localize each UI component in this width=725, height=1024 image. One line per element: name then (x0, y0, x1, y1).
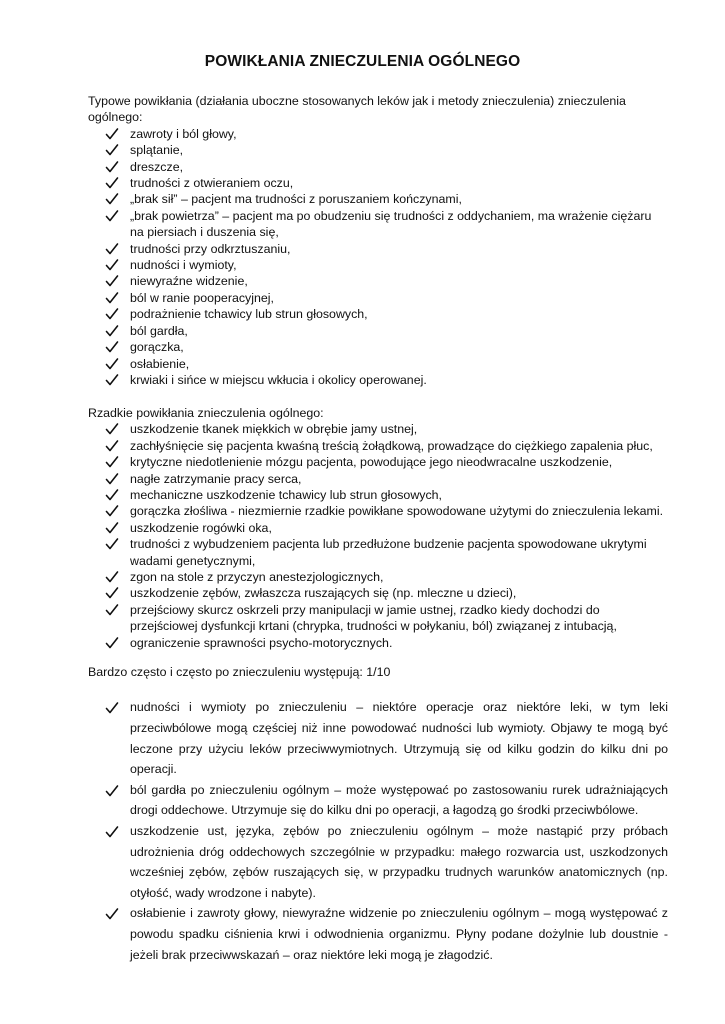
list-item (88, 454, 668, 470)
list-item (88, 635, 668, 651)
list-item (88, 142, 668, 158)
checkmark-icon (105, 258, 119, 272)
list-item (88, 780, 668, 821)
list-item (88, 339, 668, 355)
checkmark-icon (105, 291, 119, 305)
checkmark-icon (105, 521, 119, 535)
checkmark-icon (105, 127, 119, 141)
list-item (88, 520, 668, 536)
section-rare (88, 405, 668, 651)
checkmark-icon (105, 357, 119, 371)
checkmark-icon (105, 439, 119, 453)
checkmark-icon (105, 825, 119, 839)
list-item (88, 356, 668, 372)
list-item-text: nagłe zatrzymanie pracy serca, (130, 471, 302, 486)
list-item (88, 191, 668, 207)
checkmark-icon (105, 504, 119, 518)
list-item (88, 487, 668, 503)
list-item-text: ograniczenie sprawności psycho-motorycznych. (130, 635, 393, 650)
list-item-text: ból gardła po znieczuleniu ogólnym – może występować po zastosowaniu rurek udrażniających drogi oddechowe. Utrzymuje się do kilku dni po operacji, a łagodzą go środki przeciwbólowe. (130, 782, 668, 818)
checkmark-icon (105, 488, 119, 502)
list-item-text: niewyraźne widzenie, (130, 274, 248, 289)
checkmark-icon (105, 636, 119, 650)
frequent-complications-list (88, 697, 668, 965)
checkmark-icon (105, 472, 119, 486)
list-item-text: ból w ranie pooperacyjnej, (130, 290, 274, 305)
list-item (88, 372, 668, 388)
list-item-text: uszkodzenie tkanek miękkich w obrębie jamy ustnej, (130, 422, 418, 437)
list-item (88, 821, 668, 903)
list-item-text: uszkodzenie zębów, zwłaszcza ruszających się (np. mleczne u dzieci), (130, 586, 517, 601)
list-item-text: gorączka złośliwa - niezmiernie rzadkie powikłane spowodowane użytymi do znieczulenia lekami. (130, 504, 664, 519)
list-item-text: uszkodzenie rogówki oka, (130, 520, 272, 535)
checkmark-icon (105, 455, 119, 469)
checkmark-icon (105, 143, 119, 157)
checkmark-icon (105, 422, 119, 436)
list-item-text: zawroty i ból głowy, (130, 126, 237, 141)
list-item-text: ból gardła, (130, 323, 188, 338)
section-intro: Bardzo często i często po znieczuleniu występują: 1/10 (88, 665, 391, 679)
list-item-text: krytyczne niedotlenienie mózgu pacjenta, powodujące jego nieodwracalne uszkodzenie, (130, 455, 613, 470)
checkmark-icon (105, 340, 119, 354)
list-item-text: nudności i wymioty po znieczuleniu – niektóre operacje oraz niektóre leki, w tym leki przeciwbólowe mogą częściej niż inne powodować nudności lub wymioty. Objawy te mogą być leczone przy użyciu leków przeciwwymiotnych. Utrzymują się od kilku godzin do kilku dni po operacji. (130, 700, 668, 777)
checkmark-icon (105, 907, 119, 921)
list-item (88, 126, 668, 142)
checkmark-icon (105, 373, 119, 387)
list-item-text: dreszcze, (130, 159, 184, 174)
list-item-text: przejściowy skurcz oskrzeli przy manipulacji w jamie ustnej, rzadko kiedy dochodzi do przejściowej dysfunkcji krtani (chrypka, trudności w połykaniu, ból) związanej z intubacją, (130, 602, 617, 634)
section-frequent (88, 664, 668, 965)
list-item-text: podrażnienie tchawicy lub strun głosowych, (130, 307, 368, 322)
checkmark-icon (105, 701, 119, 715)
list-item-text: uszkodzenie ust, języka, zębów po znieczuleniu ogólnym – może nastąpić przy próbach udrożnienia dróg oddechowych szczególnie w przypadku: małego rozwarcia ust, uszkodzonych wcześniej zębów, zębów ruszających się, w przypadku trudnych warunków anatomicznych (np. otyłość, wady wrodzone i nabyte). (130, 823, 668, 900)
checkmark-icon (105, 586, 119, 600)
list-item (88, 273, 668, 289)
list-item-text: mechaniczne uszkodzenie tchawicy lub strun głosowych, (130, 488, 442, 503)
list-item-text: trudności z wybudzeniem pacjenta lub przedłużone budzenie pacjenta spowodowane ukrytymi wadami genetycznymi, (130, 537, 647, 568)
list-item-text: osłabienie i zawroty głowy, niewyraźne widzenie po znieczuleniu ogólnym – mogą występować z powodu spadku ciśnienia krwi i odwodnienia organizmu. Płyny podane dożylnie lub doustnie - jeżeli brak przeciwwskazań – oraz niektóre leki mogą je złagodzić. (130, 906, 668, 962)
checkmark-icon (105, 192, 119, 206)
list-item (88, 159, 668, 175)
list-item (88, 306, 668, 322)
list-item (88, 471, 668, 487)
list-item-text: „brak sił” – pacjent ma trudności z poruszaniem kończynami, (130, 192, 462, 207)
checkmark-icon (105, 209, 119, 223)
list-item (88, 241, 668, 257)
list-item-text: „brak powietrza” – pacjent ma po obudzeniu się trudności z oddychaniem, ma wrażenie ciężaru na piersiach i duszenia się, (130, 208, 652, 240)
list-item-text: trudności z otwieraniem oczu, (130, 176, 294, 191)
list-item (88, 323, 668, 339)
list-item (88, 536, 668, 569)
typical-complications-list (88, 126, 668, 389)
list-item-text: osłabienie, (130, 356, 190, 371)
checkmark-icon (105, 176, 119, 190)
list-item-text: nudności i wymioty, (130, 258, 237, 273)
list-item-text: gorączka, (130, 340, 184, 355)
checkmark-icon (105, 274, 119, 288)
section-intro: Typowe powikłania (działania uboczne stosowanych leków jak i metody znieczulenia) znieczulenia ogólnego: (88, 94, 626, 125)
list-item-text: zachłyśnięcie się pacjenta kwaśną treścią żołądkową, prowadzące do ciężkiego zapalenia płuc, (130, 438, 653, 453)
list-item (88, 903, 668, 965)
list-item (88, 438, 668, 454)
list-item-text: zgon na stole z przyczyn anestezjologicznych, (130, 570, 384, 585)
checkmark-icon (105, 537, 119, 551)
checkmark-icon (105, 603, 119, 617)
list-item (88, 257, 668, 273)
checkmark-icon (105, 570, 119, 584)
list-item-text: splątanie, (130, 143, 184, 158)
list-item (88, 175, 668, 191)
list-item (88, 585, 668, 601)
checkmark-icon (105, 784, 119, 798)
list-item (88, 697, 668, 779)
list-item (88, 602, 668, 635)
checkmark-icon (105, 160, 119, 174)
section-intro: Rzadkie powikłania znieczulenia ogólnego: (88, 406, 324, 420)
checkmark-icon (105, 242, 119, 256)
list-item (88, 503, 668, 519)
list-item-text: trudności przy odkrztuszaniu, (130, 241, 291, 256)
page-title: POWIKŁANIA ZNIECZULENIA OGÓLNEGO (204, 53, 521, 70)
rare-complications-list (88, 421, 668, 651)
list-item (88, 421, 668, 437)
section-typical (88, 93, 668, 388)
list-item-text: krwiaki i sińce w miejscu wkłucia i okolicy operowanej. (130, 372, 427, 387)
checkmark-icon (105, 307, 119, 321)
checkmark-icon (105, 324, 119, 338)
list-item (88, 208, 668, 241)
list-item (88, 569, 668, 585)
list-item (88, 290, 668, 306)
